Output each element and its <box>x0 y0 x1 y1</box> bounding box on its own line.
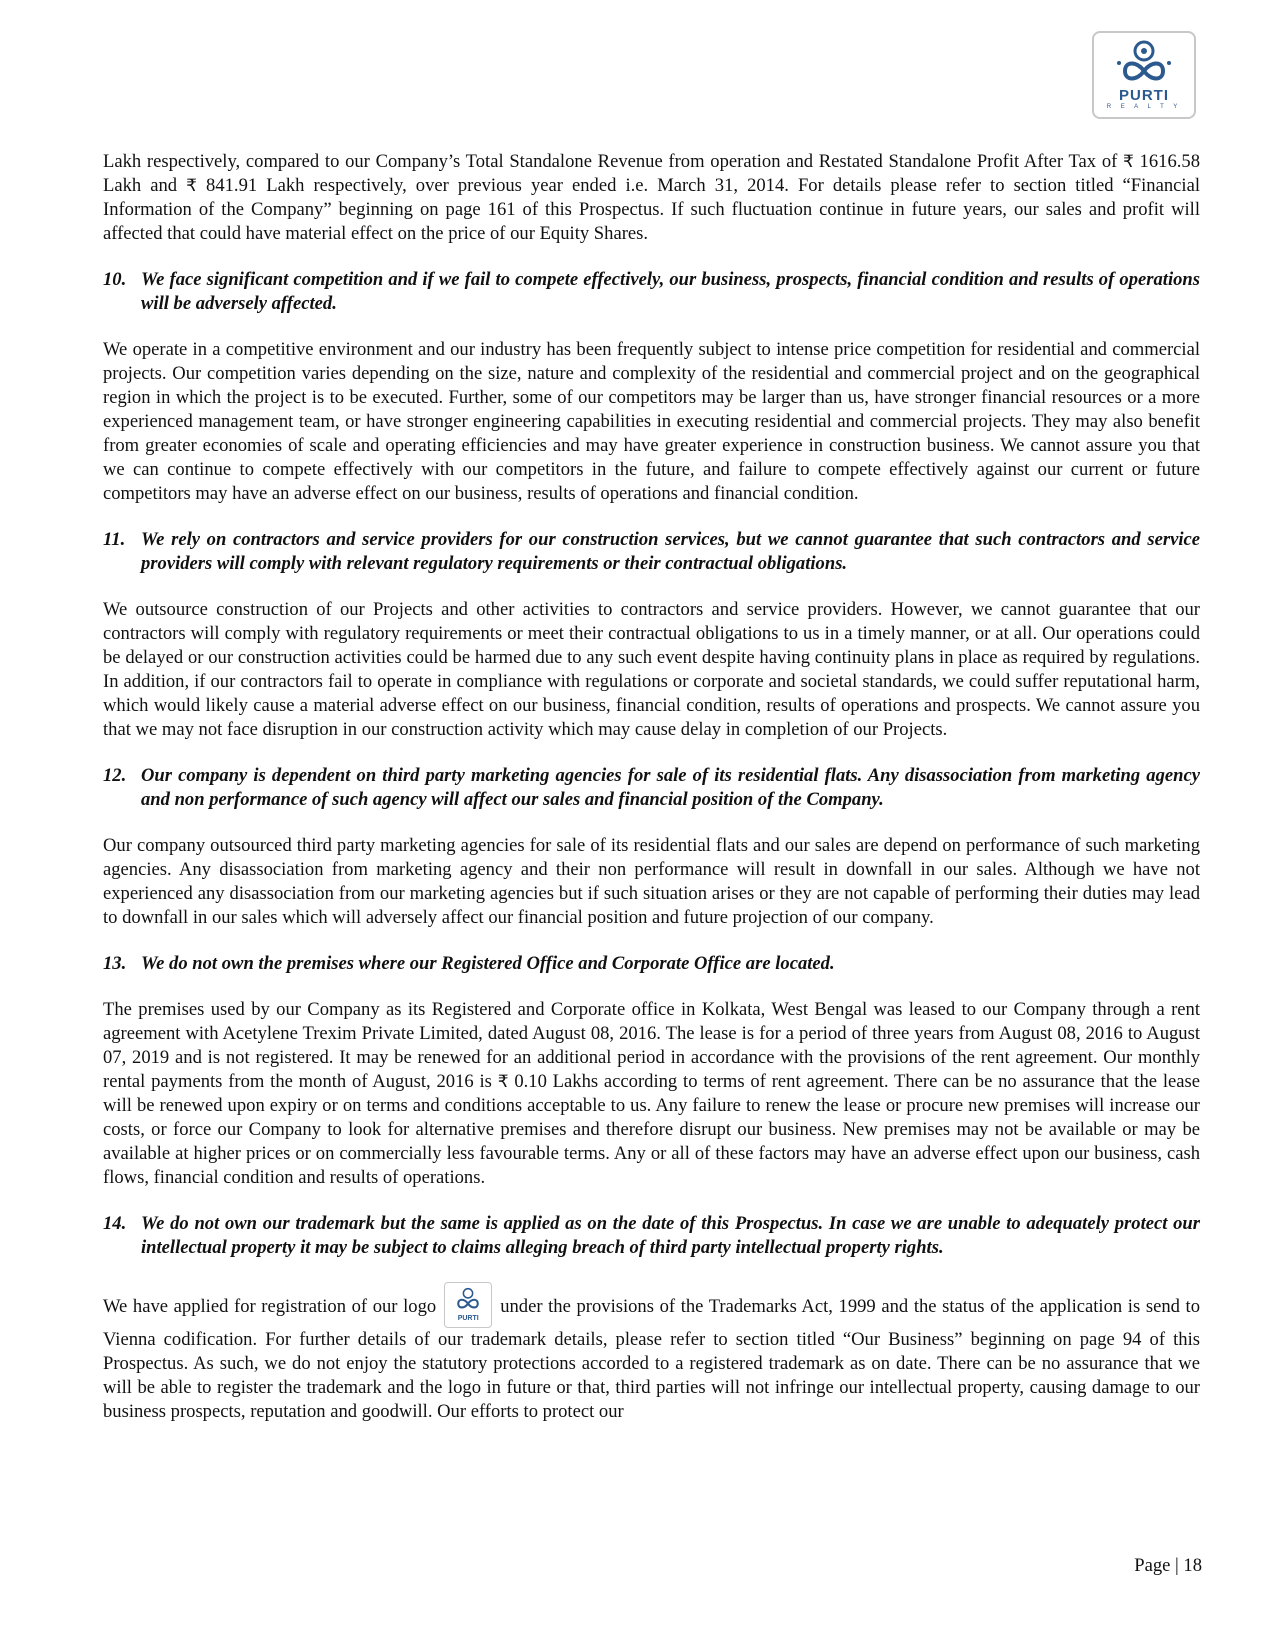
risk-body-12: Our company outsourced third party marketing agencies for sale of its residential flats and our sales are depend on performance of such marketing agencies. Any disassociation from marketing agency and their non performance will result in downfall in our sales. Although we have not experienced any disassociation from our marketing agencies but if such situation arises or they are not capable of performing their duties may lead to downfall in our sales which will adversely affect our financial position and future projection of our company. <box>103 835 1200 928</box>
purti-infinity-icon <box>1109 39 1179 89</box>
risk-heading-12: 12. Our company is dependent on third party marketing agencies for sale of its residential flats. Any disassociation from marketing agency and non performance of such agency will affect our sales and financial position of the Company. <box>103 765 1200 810</box>
risk-heading-14: 14. We do not own our trademark but the same is applied as on the date of this Prospectus. In case we are unable to adequately protect our intellectual property it may be subject to claims alleging breach of third party intellectual property rights. <box>103 1213 1200 1258</box>
rupee-symbol: ₹ <box>186 176 197 196</box>
risk-heading-11: 11. We rely on contractors and service providers for our construction services, but we cannot guarantee that such contractors and service providers will comply with relevant regulatory requirements or their contractual obligations. <box>103 529 1200 574</box>
logo-wordmark: PURTI <box>1119 87 1169 104</box>
rupee-symbol: ₹ <box>497 1072 509 1092</box>
risk-heading-10: 10. We face significant competition and if we fail to compete effectively, our business, prospects, financial condition and results of operations will be adversely affected. <box>103 269 1200 314</box>
risk-body-11: We outsource construction of our Projects and other activities to contractors and service providers. However, we cannot guarantee that our contractors will comply with regulatory requirements or meet their contractual obligations to us in a timely manner, or at all. Our operations could be delayed or our construction activities could be harmed due to any such event despite having continuity plans in place as required by regulations. In addition, if our contractors fail to operate in compliance with regulations or corporate and societal standards, we could suffer reputational harm, which would likely cause a material adverse effect on our business, financial condition, results of operations and prospects. We cannot assure you that we may not face disruption in our construction activity which may cause delay in completion of our Projects. <box>103 599 1200 740</box>
rupee-symbol: ₹ <box>1123 152 1134 172</box>
inline-logo-icon <box>444 1282 492 1328</box>
risk-body-10: We operate in a competitive environment and our industry has been frequently subject to intense price competition for residential and commercial projects. Our competition varies depending on the size, nature and complexity of the residential and commercial project and on the geographical region in which the project is to be executed. Further, some of our competitors may be larger than us, have stronger financial resources or a more experienced management team, or have stronger engineering capabilities in executing residential and commercial projects. They may also benefit from greater economies of scale and operating efficiencies and may have greater experience in construction business. We cannot assure you that we can continue to compete effectively with our competitors in the future, and failure to compete effectively against our current or future competitors may have an adverse effect on our business, results of operations and financial condition. <box>103 339 1200 504</box>
inline-logo-wordmark: PURTI <box>457 1315 479 1322</box>
logo-subtitle: R E A L T Y <box>1106 104 1182 110</box>
company-logo <box>1092 31 1196 119</box>
risk-body-13: The premises used by our Company as its Registered and Corporate office in Kolkata, West Bengal was leased to our Company through a rent agreement with Acetylene Trexim Private Limited, dated August 08, 2016. The lease is for a period of three years from August 08, 2016 to August 07, 2019 and is not registered. It may be renewed for an additional period in accordance with the provisions of the rent agreement. Our monthly rental payments from the month of August, 2016 is ₹ 0.10 Lakhs according to terms of rent agreement. There can be no assurance that the lease will be renewed upon expiry or on terms and conditions acceptable to us. Any failure to renew the lease or procure new premises will increase our costs, or force our Company to look for alternative premises and therefore disrupt our business. New premises may not be available or may be available at higher prices or on commercially less favourable terms. Any or all of these factors may have an adverse effect upon our business, cash flows, financial condition and results of operations. <box>103 999 1200 1188</box>
intro-paragraph: Lakh respectively, compared to our Company’s Total Standalone Revenue from operation and Restated Standalone Profit After Tax of ₹ 1616.58 Lakh and ₹ 841.91 Lakh respectively, over previous year ended i.e. March 31, 2014. For details please refer to section titled “Financial Information of the Company” beginning on page 161 of this Prospectus. If such fluctuation continue in future years, our sales and profit will affected that could have material effect on the price of our Equity Shares. <box>103 151 1200 244</box>
risk-heading-13: 13. We do not own the premises where our Registered Office and Corporate Office are located. <box>103 953 835 974</box>
page-number: Page | 18 <box>1134 1555 1202 1576</box>
risk-body-14: We have applied for registration of our logo PURTI under the provisions of the Trademarks Act, 1999 and the status of the application is send to Vienna codification. For further details of our trademark details, please refer to section titled “Our Business” beginning on page 94 of this Prospectus. As such, we do not enjoy the statutory protections accorded to a registered trademark as on date. There can be no assurance that we will be able to register the trademark and the logo in future or that, third parties will not infringe our intellectual property, causing damage to our business prospects, reputation and goodwill. Our efforts to protect our <box>103 1282 1200 1424</box>
document-body <box>103 150 1200 1446</box>
